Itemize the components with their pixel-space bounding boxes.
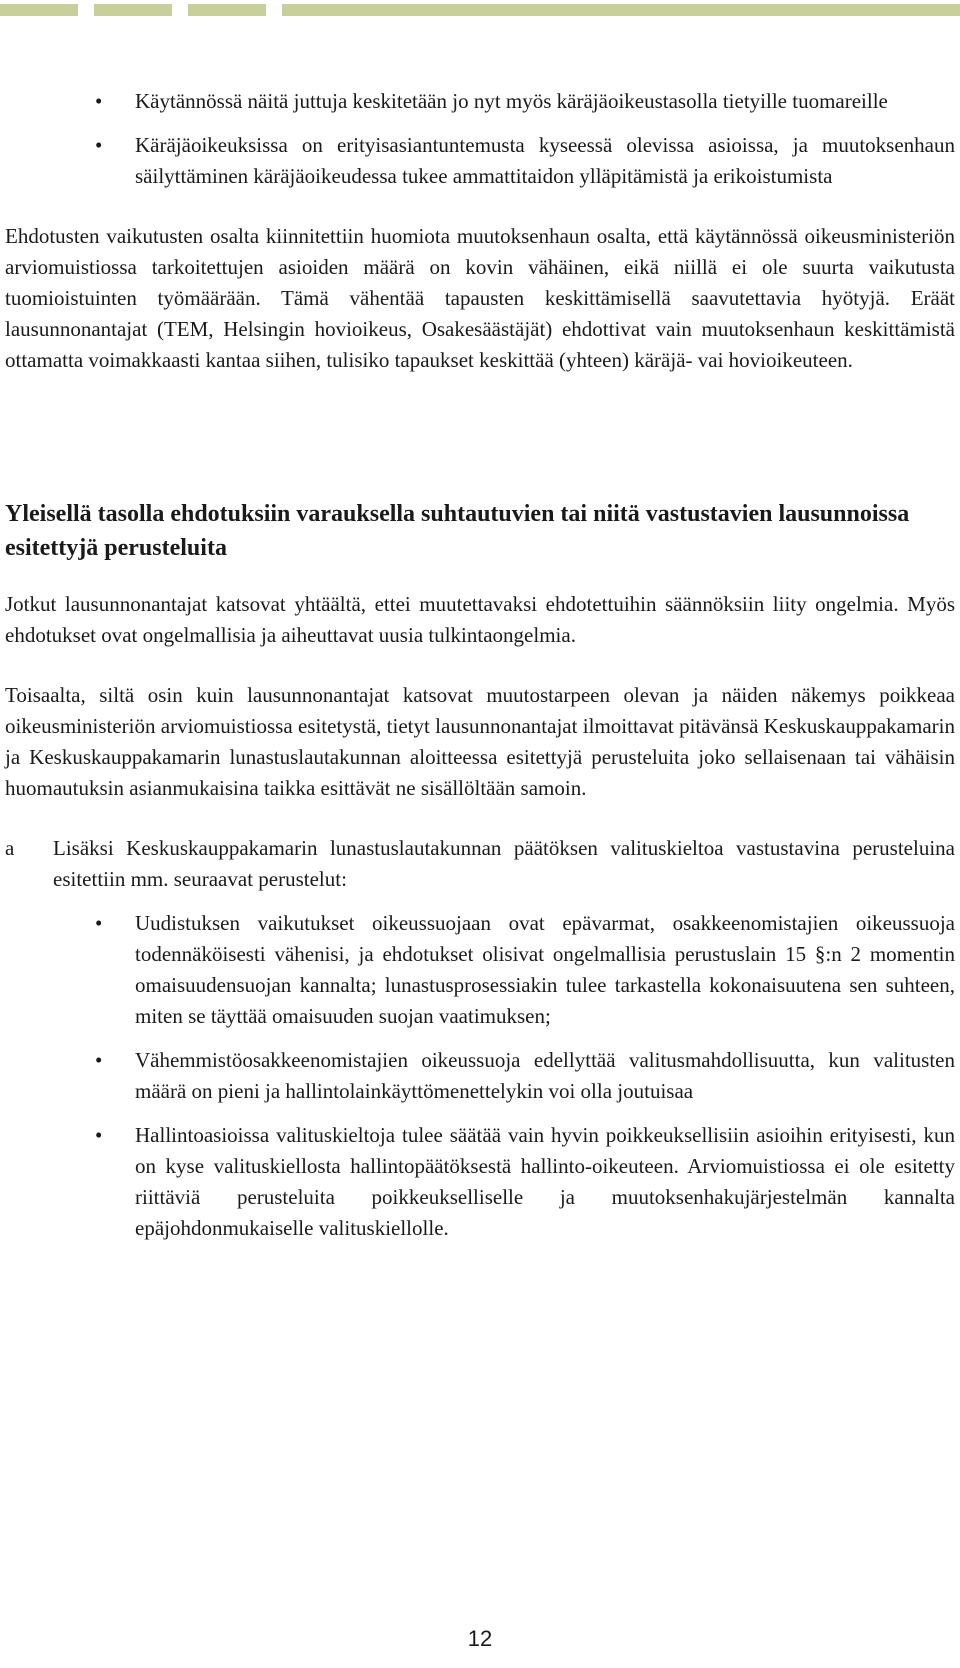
header-bar-segment: [94, 4, 172, 16]
paragraph: Toisaalta, siltä osin kuin lausunnonantajat katsovat muutostarpeen olevan ja näiden näkemys poikkeaa oikeusministeriön arviomuistiossa esitetystä, tietyt lausunnonantajat ilmoittavat pitävänsä Keskuskauppakamarin ja Keskuskauppakamarin lunastuslautakunnan aloitteessa esitettyjä perusteluita joko sellaisenaan tai vähäisin huomautuksin asianmukaisina taikka esittävät ne sisällöltään samoin.: [5, 683, 955, 800]
list-item: • Käräjäoikeuksissa on erityisasiantuntemusta kyseessä olevissa asioissa, ja muutoksenhaun säilyttäminen käräjäoikeudessa tukee ammattitaidon ylläpitämistä ja erikoistumista: [5, 130, 955, 192]
lettered-item: [5, 833, 955, 895]
lettered-item-text: Lisäksi Keskuskauppakamarin lunastuslautakunnan päätöksen valituskieltoa vastustavina perusteluina esitettiin mm. seuraavat perustelut:: [53, 836, 955, 891]
header-bar-segment: [188, 4, 266, 16]
section-heading: Yleisellä tasolla ehdotuksiin varauksella suhtautuvien tai niitä vastustavien lausunnoissa esitettyjä perusteluita: [5, 501, 910, 561]
header-decoration-bar: [0, 4, 960, 16]
page-number: 12: [467, 1626, 493, 1651]
bullet-list-top: [5, 86, 955, 192]
paragraph: Jotkut lausunnonantajat katsovat yhtäältä, ettei muutettavaksi ehdotettuihin säännöksiin liity ongelmia. Myös ehdotukset ovat ongelmallisia ja aiheuttavat uusia tulkintaongelmia.: [5, 592, 955, 647]
paragraph: Ehdotusten vaikutusten osalta kiinnitettiin huomiota muutoksenhaun osalta, että käytännössä oikeusministeriön arviomuistiossa tarkoitettujen asioiden määrä on kovin vähäinen, eikä niillä ei ole suurta vaikutusta tuomioistuinten työmäärään. Tämä vähentää tapausten keskittämisellä saavutettavia hyötyjä. Eräät lausunnonantajat (TEM, Helsingin hovioikeus, Osakesäästäjät) ehdottivat vain muutoksenhaun keskittämistä ottamatta voimakkaasti kantaa siihen, tulisiko tapaukset keskittää (yhteen) käräjä- vai hovioikeuteen.: [5, 224, 955, 372]
list-item: • Hallintoasioissa valituskieltoja tulee säätää vain hyvin poikkeuksellisiin asioihin erityisesti, kun on kyse valituskiellosta hallintopäätöksestä hallinto-oikeuteen. Arviomuistiossa ei ole esitetty riittäviä perusteluita poikkeukselliselle ja muutoksenhakujärjestelmän kannalta epäjohdonmukaiselle valituskiellolle.: [5, 1120, 955, 1244]
list-marker: a: [5, 836, 15, 860]
list-item: • Uudistuksen vaikutukset oikeussuojaan ovat epävarmat, osakkeenomistajien oikeussuoja todennäköisesti vähenisi, ja ehdotukset olisivat ongelmallisia perustuslain 15 §:n 2 momentin omaisuudensuojan kannalta; lunastusprosessiakin tulee tarkastella kokonaisuutena sen suhteen, miten se täyttää omaisuuden suojan vaatimuksen;: [5, 908, 955, 1032]
list-item: • Käytännössä näitä juttuja keskitetään jo nyt myös käräjäoikeustasolla tietyille tuomareille: [5, 86, 955, 117]
bullet-list-bottom: [5, 908, 955, 1244]
header-bar-segment: [0, 4, 78, 16]
document-body: [5, 86, 955, 1244]
header-bar-segment: [282, 4, 960, 16]
list-item: • Vähemmistöosakkeenomistajien oikeussuoja edellyttää valitusmahdollisuutta, kun valitusten määrä on pieni ja hallintolainkäyttömenettelykin voi olla joutuisaa: [5, 1045, 955, 1107]
